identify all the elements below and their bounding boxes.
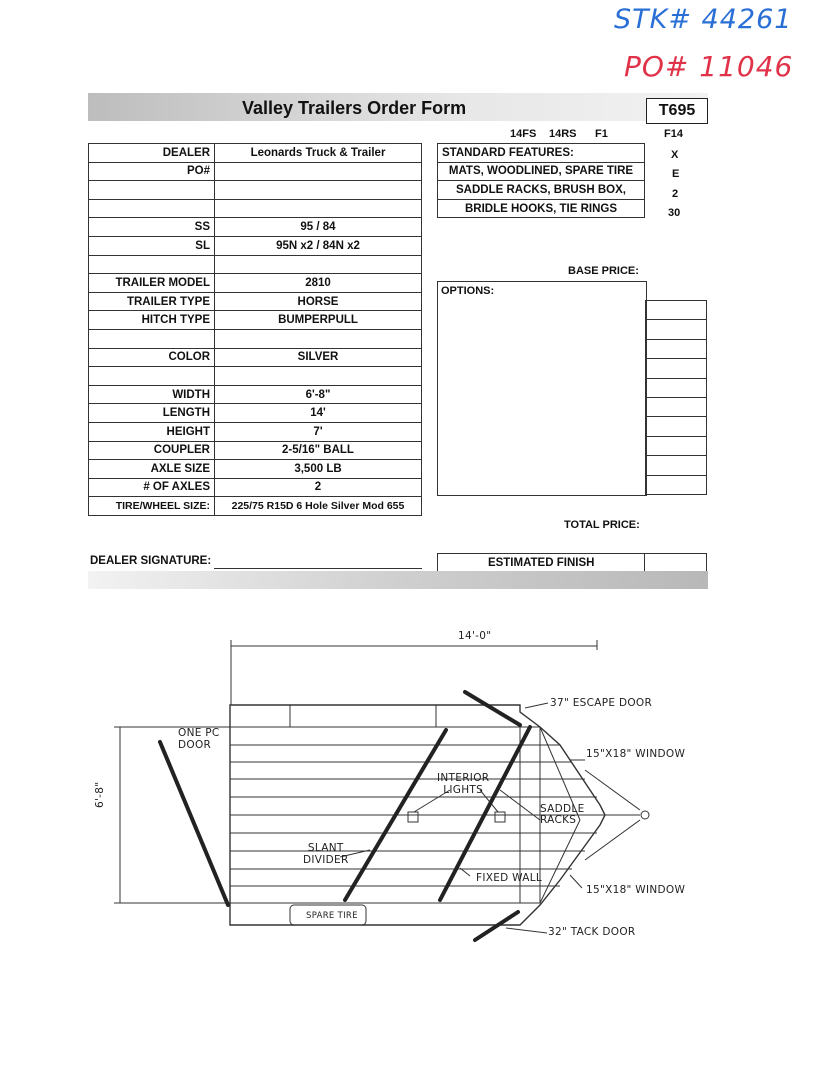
option-price-row xyxy=(646,339,707,358)
spec-row xyxy=(89,311,422,330)
option-price-cell[interactable] xyxy=(646,436,707,455)
spec-label: WIDTH xyxy=(89,385,215,404)
code-14fs: 14FS xyxy=(510,128,537,140)
spec-row xyxy=(89,162,422,181)
spec-label xyxy=(89,181,215,200)
spec-row xyxy=(89,404,422,423)
form-title: Valley Trailers Order Form xyxy=(242,98,467,118)
option-price-row xyxy=(646,456,707,475)
total-price-label: TOTAL PRICE: xyxy=(564,519,640,531)
spec-label: DEALER xyxy=(89,144,215,163)
slant-divider-line1: SLANT xyxy=(307,842,344,854)
spec-value[interactable]: BUMPERPULL xyxy=(215,311,422,330)
option-price-row xyxy=(646,475,707,494)
side-code-x: X xyxy=(671,149,679,161)
spec-value[interactable]: 2 xyxy=(215,478,422,497)
width-dimension-label: 6'-8" xyxy=(94,781,106,808)
spec-value[interactable] xyxy=(215,255,422,274)
trailer-floorplan-diagram xyxy=(0,600,834,1000)
spec-label: COUPLER xyxy=(89,441,215,460)
spec-label: TRAILER TYPE xyxy=(89,292,215,311)
spec-row xyxy=(89,348,422,367)
spec-label: HITCH TYPE xyxy=(89,311,215,330)
spec-value[interactable]: 3,500 LB xyxy=(215,460,422,479)
spec-value[interactable]: 95N x2 / 84N x2 xyxy=(215,236,422,255)
escape-door-label: 37" ESCAPE DOOR xyxy=(550,697,653,709)
option-price-cell[interactable] xyxy=(646,475,707,494)
spec-value[interactable]: 225/75 R15D 6 Hole Silver Mod 655 xyxy=(215,497,422,516)
spec-value[interactable]: SILVER xyxy=(215,348,422,367)
estimated-finish-table xyxy=(437,553,707,573)
window-bottom-label: 15"X18" WINDOW xyxy=(586,884,686,896)
spec-value[interactable] xyxy=(215,329,422,348)
slant-divider-label xyxy=(303,842,349,866)
options-label: OPTIONS: xyxy=(441,285,495,297)
interior-lights-line1: INTERIOR xyxy=(437,772,490,784)
spec-row xyxy=(89,367,422,386)
spec-row xyxy=(89,292,422,311)
spare-tire-label: SPARE TIRE xyxy=(306,911,358,921)
spec-value[interactable] xyxy=(215,162,422,181)
options-price-column xyxy=(645,300,707,495)
window-top-label: 15"X18" WINDOW xyxy=(586,748,686,760)
saddle-racks-line1: SADDLE xyxy=(540,803,585,815)
spec-label: LENGTH xyxy=(89,404,215,423)
side-code-e: E xyxy=(672,168,680,180)
option-price-row xyxy=(646,436,707,455)
spec-label: COLOR xyxy=(89,348,215,367)
interior-lights-line2: LIGHTS xyxy=(443,784,484,796)
spec-value[interactable]: Leonards Truck & Trailer xyxy=(215,144,422,163)
option-price-row xyxy=(646,417,707,436)
trailer-spec-table xyxy=(88,143,422,516)
spec-value[interactable]: HORSE xyxy=(215,292,422,311)
spec-row xyxy=(89,144,422,163)
spec-label: TIRE/WHEEL SIZE: xyxy=(89,497,215,516)
spec-row xyxy=(89,329,422,348)
dealer-signature-line[interactable] xyxy=(214,568,422,569)
one-pc-door-line1: ONE PC xyxy=(178,727,220,739)
interior-lights-label xyxy=(437,772,489,796)
spec-row xyxy=(89,497,422,516)
tack-door-label: 32" TACK DOOR xyxy=(548,926,636,938)
feature-line: BRIDLE HOOKS, TIE RINGS xyxy=(438,199,645,218)
option-price-cell[interactable] xyxy=(646,378,707,397)
spec-row xyxy=(89,460,422,479)
side-code-30: 30 xyxy=(668,207,681,219)
options-box xyxy=(437,281,647,496)
code-f1: F1 xyxy=(595,128,608,140)
po-number-note: PO# 11046 xyxy=(624,50,794,83)
ticket-number-box: T695 xyxy=(646,98,708,124)
spec-value[interactable]: 2-5/16" BALL xyxy=(215,441,422,460)
spec-row xyxy=(89,478,422,497)
spec-label: # OF AXLES xyxy=(89,478,215,497)
option-price-cell[interactable] xyxy=(646,397,707,416)
slant-divider-line2: DIVIDER xyxy=(303,854,349,866)
option-price-row xyxy=(646,320,707,339)
bottom-band xyxy=(88,571,708,589)
dealer-signature-label: DEALER SIGNATURE: xyxy=(90,555,212,567)
spec-label: AXLE SIZE xyxy=(89,460,215,479)
spec-value[interactable]: 2810 xyxy=(215,274,422,293)
option-price-row xyxy=(646,359,707,378)
spec-row xyxy=(89,274,422,293)
option-price-cell[interactable] xyxy=(646,417,707,436)
side-code-2: 2 xyxy=(672,188,679,200)
option-price-cell[interactable] xyxy=(646,359,707,378)
spec-label: HEIGHT xyxy=(89,422,215,441)
spec-value[interactable] xyxy=(215,367,422,386)
option-price-cell[interactable] xyxy=(646,456,707,475)
code-f14: F14 xyxy=(664,128,683,140)
spec-row xyxy=(89,218,422,237)
spec-row xyxy=(89,181,422,200)
spec-value[interactable]: 7' xyxy=(215,422,422,441)
spec-row xyxy=(89,441,422,460)
estimated-finish-label: ESTIMATED FINISH xyxy=(438,554,645,573)
spec-label xyxy=(89,255,215,274)
option-price-cell[interactable] xyxy=(646,320,707,339)
one-pc-door-label xyxy=(178,727,220,751)
length-dimension-label: 14'-0" xyxy=(458,630,492,642)
spec-value[interactable] xyxy=(215,181,422,200)
option-price-row xyxy=(646,378,707,397)
spec-value[interactable]: 95 / 84 xyxy=(215,218,422,237)
one-pc-door-line2: DOOR xyxy=(178,739,212,751)
standard-features-heading: STANDARD FEATURES: xyxy=(438,144,645,163)
code-14rs: 14RS xyxy=(549,128,577,140)
spec-label xyxy=(89,199,215,218)
spec-label: TRAILER MODEL xyxy=(89,274,215,293)
stock-number-note: STK# 44261 xyxy=(614,4,793,35)
spec-label xyxy=(89,367,215,386)
spec-label: SL xyxy=(89,236,215,255)
option-price-cell[interactable] xyxy=(646,339,707,358)
feature-line: MATS, WOODLINED, SPARE TIRE xyxy=(438,162,645,181)
spec-row xyxy=(89,199,422,218)
estimated-finish-value[interactable] xyxy=(645,554,707,573)
spec-row xyxy=(89,422,422,441)
spec-label: SS xyxy=(89,218,215,237)
spec-row xyxy=(89,255,422,274)
option-price-row xyxy=(646,397,707,416)
saddle-racks-line2: RACKS xyxy=(540,814,577,826)
spec-row xyxy=(89,385,422,404)
spec-label: PO# xyxy=(89,162,215,181)
spec-row xyxy=(89,236,422,255)
saddle-racks-label xyxy=(540,804,585,826)
standard-features-table xyxy=(437,143,645,218)
spec-label xyxy=(89,329,215,348)
feature-line: SADDLE RACKS, BRUSH BOX, xyxy=(438,181,645,200)
spec-value[interactable]: 6'-8" xyxy=(215,385,422,404)
base-price-label: BASE PRICE: xyxy=(568,265,639,277)
option-price-cell[interactable] xyxy=(646,301,707,320)
option-price-row xyxy=(646,301,707,320)
fixed-wall-label: FIXED WALL xyxy=(476,872,543,884)
spec-value[interactable] xyxy=(215,199,422,218)
spec-value[interactable]: 14' xyxy=(215,404,422,423)
